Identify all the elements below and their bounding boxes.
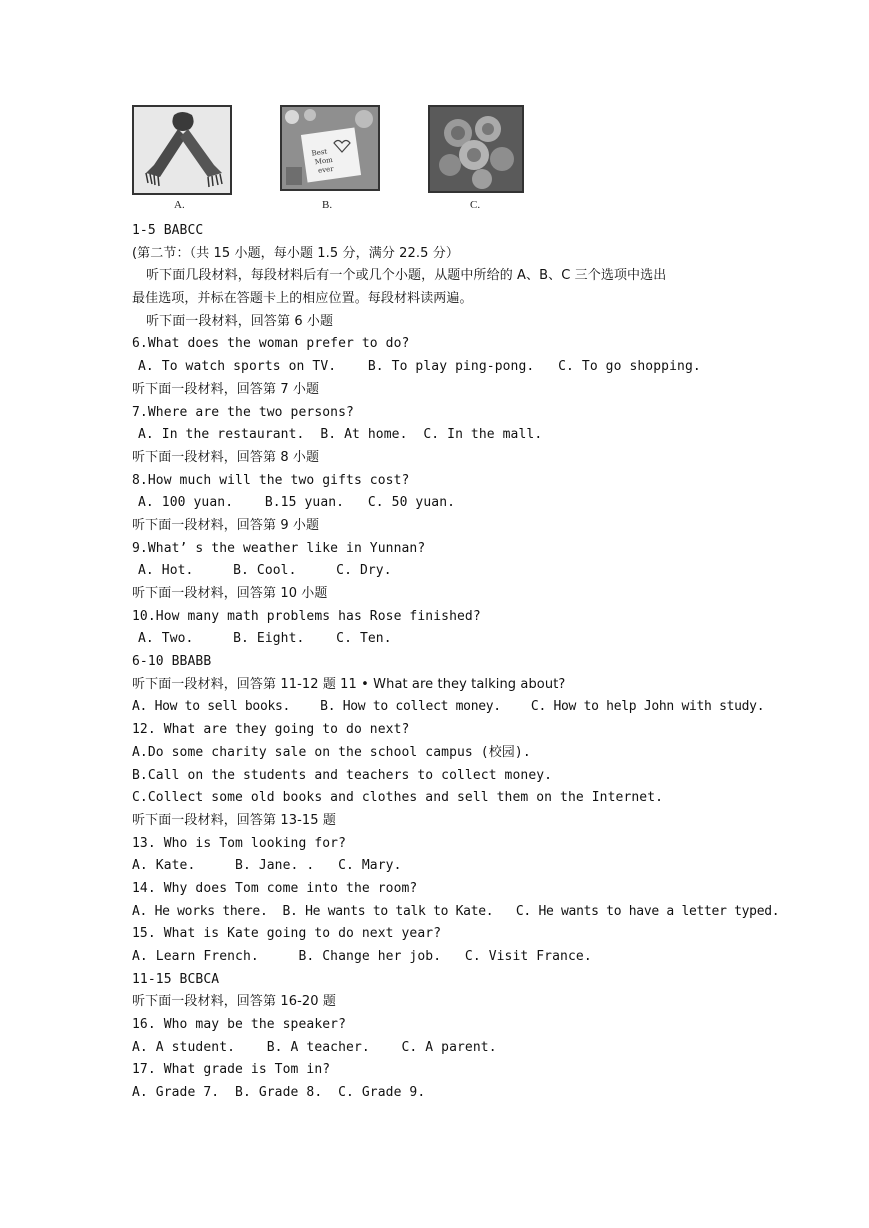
question-8: 8.How much will the two gifts cost?	[132, 472, 410, 488]
option-12-b: B.Call on the students and teachers to collect money.	[132, 767, 553, 783]
option-a-picture	[132, 105, 232, 211]
answer-key-11-15: 11-15 BCBCA	[132, 971, 220, 987]
option-b-caption: B.	[322, 199, 333, 211]
options-7: A. In the restaurant. B. At home. C. In the mall.	[138, 427, 543, 443]
material-intro-7: 听下面一段材料，回答第 7 小题	[132, 381, 320, 397]
answer-key-1-5: 1-5 BABCC	[132, 223, 204, 238]
instruction-line-1: 听下面几段材料，每段材料后有一个或几个小题，从题中所给的 A、B、C 三个选项中选出	[146, 268, 667, 284]
question-16: 16. Who may be the speaker?	[132, 1017, 347, 1033]
svg-text:Best: Best	[311, 147, 328, 158]
question-text	[132, 220, 852, 1105]
scarf-picture-icon	[132, 105, 232, 195]
material-intro-16-20: 听下面一段材料，回答第 16-20 题	[132, 994, 336, 1010]
card-picture-icon	[280, 105, 380, 191]
question-6: 6.What does the woman prefer to do?	[132, 336, 410, 352]
question-9: 9.What’ s the weather like in Yunnan?	[132, 540, 426, 556]
material-intro-13-15: 听下面一段材料，回答第 13-15 题	[132, 812, 336, 828]
svg-text:ever: ever	[317, 164, 335, 175]
material-intro-11-12: 听下面一段材料，回答第 11-12 题 11 • What are they talking about?	[132, 676, 566, 692]
question-14: 14. Why does Tom come into the room?	[132, 880, 418, 896]
picture-options	[128, 105, 548, 217]
question-12: 12. What are they going to do next?	[132, 722, 410, 738]
options-16: A. A student. B. A teacher. C. A parent.	[132, 1039, 497, 1055]
options-15: A. Learn French. B. Change her job. C. Visit France.	[132, 949, 592, 964]
question-7: 7.Where are the two persons?	[132, 404, 354, 420]
option-12-c: C.Collect some old books and clothes and sell them on the Internet.	[132, 790, 664, 806]
options-10: A. Two. B. Eight. C. Ten.	[138, 631, 392, 647]
option-a-caption: A.	[174, 199, 185, 211]
roses-picture-icon	[428, 105, 524, 193]
question-10: 10.How many math problems has Rose finished?	[132, 608, 481, 624]
options-9: A. Hot. B. Cool. C. Dry.	[138, 563, 392, 579]
options-14: A. He works there. B. He wants to talk to Kate. C. He wants to have a letter typed.	[132, 903, 780, 919]
option-c-caption: C.	[470, 199, 481, 211]
material-intro-10: 听下面一段材料，回答第 10 小题	[132, 586, 328, 601]
svg-text:Mom: Mom	[314, 155, 334, 167]
options-13: A. Kate. B. Jane. . C. Mary.	[132, 858, 402, 874]
question-13: 13. Who is Tom looking for?	[132, 835, 347, 851]
option-12-a: A.Do some charity sale on the school campus (校园).	[132, 744, 531, 760]
material-intro-6: 听下面一段材料，回答第 6 小题	[146, 313, 334, 329]
material-intro-8: 听下面一段材料，回答第 8 小题	[132, 449, 320, 465]
question-17: 17. What grade is Tom in?	[132, 1062, 331, 1078]
options-6: A. To watch sports on TV. B. To play ping-pong. C. To go shopping.	[138, 359, 701, 375]
question-15: 15. What is Kate going to do next year?	[132, 926, 442, 942]
options-8: A. 100 yuan. B.15 yuan. C. 50 yuan.	[138, 495, 456, 511]
options-11: A. How to sell books. B. How to collect money. C. How to help John with study.	[132, 699, 765, 715]
options-17: A. Grade 7. B. Grade 8. C. Grade 9.	[132, 1085, 426, 1101]
option-c-picture	[428, 105, 524, 211]
section-header: (第二节：（共 15 小题，每小题 1.5 分，满分 22.5 分）	[132, 245, 459, 261]
option-b-picture	[280, 105, 380, 211]
material-intro-9: 听下面一段材料，回答第 9 小题	[132, 517, 320, 533]
instruction-line-2: 最佳选项，并标在答题卡上的相应位置。每段材料读两遍。	[132, 291, 473, 307]
answer-key-6-10: 6-10 BBABB	[132, 654, 212, 670]
